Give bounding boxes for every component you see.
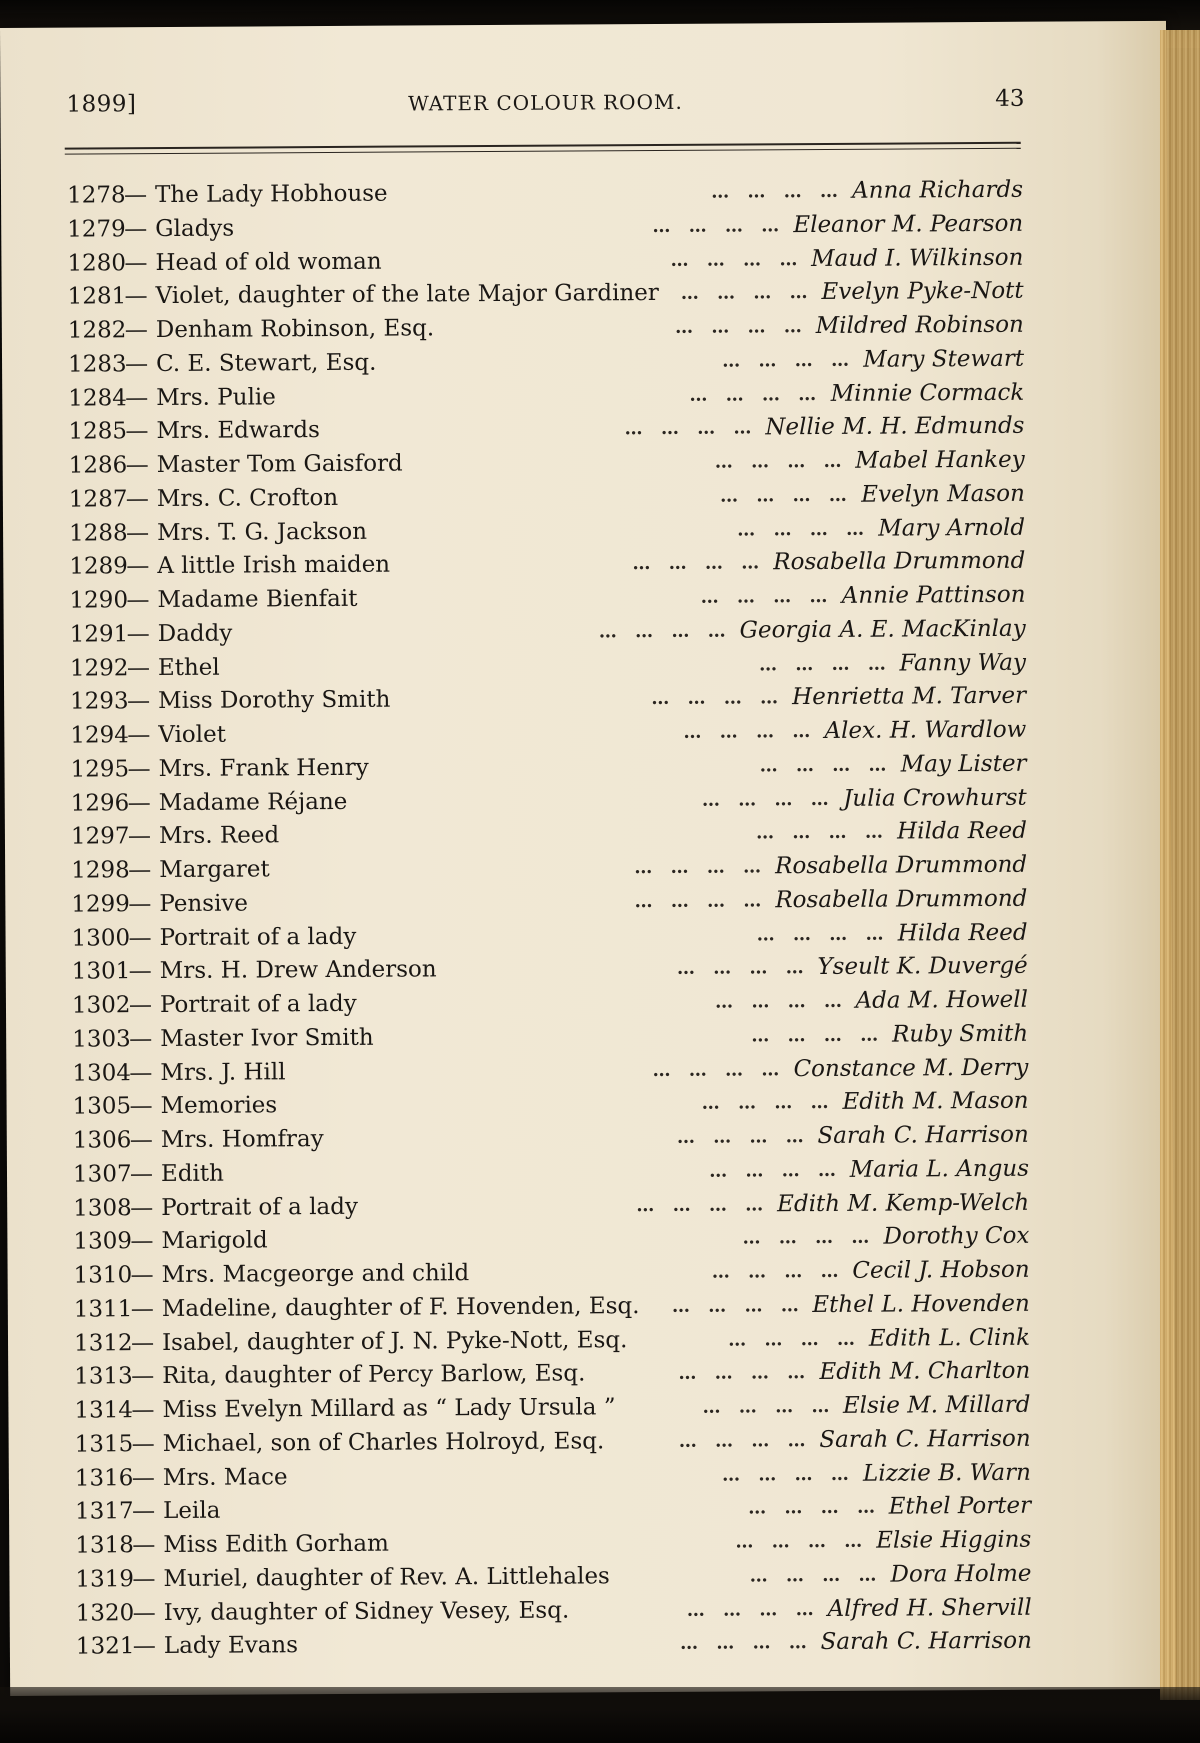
dot-leader: … … … … (676, 1126, 810, 1148)
entry-artist: Georgia A. E. MacKinlay (739, 615, 1026, 644)
dot-leader: … … … … (686, 1598, 820, 1621)
dot-leader: … … … … (634, 890, 768, 912)
entry-dash: — (129, 1025, 153, 1052)
entry-title: Ethel (157, 654, 220, 681)
entry-artist: Yseult K. Duvergé (817, 952, 1028, 981)
entry-artist: Mary Arnold (878, 514, 1026, 542)
entry-title: Mrs. Macgeorge and child (161, 1260, 470, 1289)
dot-leader: … … … … (624, 417, 758, 440)
dot-leader: … … … … (652, 1058, 786, 1081)
dot-leader: … … … … (676, 957, 810, 980)
dot-leader: … … … … (722, 349, 856, 372)
entry-dash: — (128, 890, 152, 917)
entry-artist: Dora Holme (890, 1560, 1032, 1588)
entry-title: Mrs. T. G. Jackson (157, 518, 368, 546)
entry-title: Denham Robinson, Esq. (155, 315, 435, 344)
entry-title: Mrs. Mace (162, 1463, 288, 1491)
entry-dash: — (131, 1464, 155, 1491)
dot-leader: … … … … (678, 1429, 812, 1452)
catalogue-page (0, 21, 1176, 1696)
dot-leader: … … … … (749, 1564, 883, 1587)
entry-artist: Alex. H. Wardlow (824, 716, 1027, 744)
entry-title: Mrs. Reed (158, 822, 280, 850)
entry-title: Gladys (155, 215, 235, 242)
catalogue-entry (76, 1625, 1032, 1665)
entry-dash: — (132, 1633, 156, 1660)
entry-artist: Maud I. Wilkinson (811, 244, 1024, 272)
entry-dash: — (123, 182, 148, 209)
entry-dash: — (129, 1093, 153, 1120)
entry-dash: — (127, 755, 151, 782)
dot-leader: … … … … (711, 180, 845, 203)
entry-title: Portrait of a lady (159, 990, 357, 1019)
entry-artist: Elsie M. Millard (842, 1391, 1031, 1419)
dot-leader: … … … … (674, 316, 808, 338)
entry-title: Memories (160, 1092, 278, 1120)
entry-artist: Ethel L. Hovenden (812, 1290, 1030, 1318)
entry-dash: — (126, 587, 150, 614)
entry-artist: Rosabella Drummond (775, 885, 1028, 914)
entry-number: 1297 (70, 823, 130, 850)
entry-artist: Minnie Cormack (830, 379, 1025, 407)
entry-title: Miss Edith Gorham (163, 1530, 389, 1559)
entry-number: 1280 (67, 249, 127, 277)
entry-dash: — (124, 215, 148, 242)
entry-title: Miss Dorothy Smith (158, 686, 391, 715)
entry-artist: Elsie Higgins (876, 1526, 1032, 1554)
entry-artist: Ada M. Howell (855, 986, 1029, 1014)
entry-number: 1314 (74, 1397, 134, 1424)
entry-number: 1293 (70, 688, 129, 715)
entry-title: Edith (160, 1160, 225, 1187)
entry-dash: — (125, 384, 149, 411)
dot-leader: … … … … (728, 1328, 862, 1351)
entry-number: 1306 (72, 1127, 132, 1154)
dot-leader: … … … … (634, 856, 768, 879)
entry-number: 1279 (67, 215, 126, 243)
entry-artist: Rosabella Drummond (775, 851, 1028, 880)
entry-title: Margaret (159, 856, 270, 884)
entry-number: 1288 (69, 519, 128, 547)
dot-leader: … … … … (759, 754, 893, 777)
entry-title: Violet, daughter of the late Major Gardiner (155, 280, 659, 310)
entry-artist: Mary Stewart (863, 345, 1025, 373)
entry-artist: Sarah C. Harrison (819, 1425, 1031, 1453)
entry-dash: — (129, 1160, 154, 1187)
entry-dash: — (130, 1262, 154, 1289)
entry-dash: — (129, 1059, 153, 1086)
entry-number: 1296 (70, 789, 130, 817)
entry-title: Daddy (157, 620, 233, 647)
catalogue-entries (67, 174, 1032, 1665)
entry-title: Head of old woman (155, 248, 382, 276)
entry-number: 1292 (69, 654, 129, 682)
dot-leader: … … … … (759, 653, 892, 675)
entry-number: 1285 (68, 418, 128, 445)
entry-artist: Hilda Reed (897, 817, 1028, 845)
entry-title: Portrait of a lady (161, 1193, 359, 1221)
dot-leader: … … … … (751, 1024, 885, 1047)
dot-leader: … … … … (709, 1159, 843, 1182)
dot-leader: … … … … (598, 620, 732, 643)
entry-number: 1318 (75, 1532, 134, 1559)
page-edge (1160, 30, 1200, 1700)
entry-number: 1310 (73, 1262, 133, 1289)
entry-number: 1312 (73, 1329, 133, 1357)
dot-leader: … … … … (636, 1193, 770, 1216)
entry-title: C. E. Stewart, Esq. (155, 349, 377, 377)
entry-dash: — (128, 992, 153, 1019)
entry-artist: Henrietta M. Tarver (792, 682, 1027, 711)
entry-number: 1321 (75, 1633, 135, 1660)
dot-leader: … … … … (756, 821, 889, 844)
dot-leader: … … … … (715, 990, 849, 1013)
dot-leader: … … … … (711, 1260, 845, 1283)
entry-number: 1294 (70, 722, 129, 749)
entry-artist: Edith M. Mason (842, 1087, 1029, 1116)
entry-number: 1304 (72, 1059, 132, 1087)
dot-leader: … … … … (735, 1530, 869, 1553)
entry-number: 1290 (69, 587, 129, 614)
entry-artist: Eleanor M. Pearson (793, 210, 1024, 238)
entry-title: Mrs. Edwards (156, 417, 320, 445)
entry-dash: — (127, 688, 151, 715)
entry-title: Ivy, daughter of Sidney Vesey, Esq. (163, 1597, 570, 1626)
dot-leader: … … … … (680, 1632, 813, 1655)
entry-title: Isabel, daughter of J. N. Pyke-Nott, Esq. (161, 1326, 628, 1356)
entry-artist: Fanny Way (899, 649, 1026, 677)
entry-dash: — (128, 924, 152, 951)
entry-number: 1291 (69, 620, 129, 648)
entry-dash: — (132, 1599, 156, 1626)
entry-number: 1287 (68, 485, 128, 513)
entry-dash: — (131, 1430, 155, 1457)
bottom-shadow (0, 1687, 1200, 1743)
entry-number: 1300 (71, 924, 131, 952)
entry-title: Violet (158, 721, 227, 749)
entry-title: The Lady Hobhouse (154, 180, 388, 209)
dot-leader: … … … … (719, 484, 853, 507)
entry-dash: — (131, 1498, 156, 1525)
entry-artist: Annie Pattinson (841, 581, 1026, 609)
entry-artist: Evelyn Mason (861, 480, 1025, 508)
entry-number: 1319 (75, 1565, 135, 1593)
entry-title: Muriel, daughter of Rev. A. Littlehales (163, 1563, 610, 1592)
entry-dash: — (132, 1565, 156, 1592)
entry-number: 1302 (71, 992, 131, 1019)
entry-title: Leila (162, 1497, 221, 1525)
entry-dash: — (127, 823, 152, 850)
entry-dash: — (125, 418, 149, 445)
entry-number: 1282 (67, 317, 127, 344)
entry-artist: Edith M. Charlton (819, 1357, 1031, 1386)
entry-number: 1299 (71, 890, 130, 918)
entry-artist: Evelyn Pyke-Nott (821, 278, 1024, 306)
entry-artist: Edith L. Clink (868, 1324, 1031, 1352)
entry-title: Michael, son of Charles Holroyd, Esq. (162, 1428, 605, 1457)
dot-leader: … … … … (632, 552, 766, 575)
entry-number: 1308 (73, 1194, 132, 1222)
entry-number: 1320 (75, 1599, 135, 1627)
entry-dash: — (125, 452, 149, 479)
dot-leader: … … … … (652, 214, 786, 237)
entry-number: 1281 (67, 283, 127, 310)
entry-title: Mrs. Frank Henry (158, 754, 369, 782)
entry-title: Madame Réjane (158, 788, 348, 816)
entry-title: Mrs. H. Drew Anderson (159, 956, 437, 985)
entry-dash: — (124, 317, 148, 344)
entry-dash: — (124, 283, 148, 310)
dot-leader: … … … … (701, 1092, 835, 1114)
entry-artist: Cecil J. Hobson (852, 1256, 1030, 1284)
entry-title: Marigold (161, 1227, 268, 1255)
entry-dash: — (126, 654, 150, 681)
entry-number: 1305 (72, 1093, 132, 1120)
entry-number: 1309 (73, 1228, 133, 1255)
header-rule-thin (65, 148, 1021, 155)
dot-leader: … … … … (670, 248, 804, 271)
entry-number: 1286 (68, 452, 128, 479)
entry-artist: Dorothy Cox (883, 1222, 1030, 1250)
entry-dash: — (130, 1228, 154, 1255)
entry-dash: — (132, 1532, 156, 1559)
entry-dash: — (125, 485, 149, 512)
entry-number: 1284 (68, 384, 127, 412)
entry-title: A little Irish maiden (157, 551, 391, 580)
entry-dash: — (130, 1194, 154, 1221)
dot-leader: … … … … (714, 450, 848, 473)
entry-artist: Ruby Smith (891, 1020, 1029, 1048)
dot-leader: … … … … (756, 923, 890, 945)
entry-artist: Rosabella Drummond (773, 547, 1026, 576)
entry-dash: — (127, 789, 151, 816)
dot-leader: … … … … (748, 1496, 882, 1519)
entry-title: Portrait of a lady (159, 923, 357, 951)
entry-dash: — (129, 1127, 153, 1154)
entry-dash: — (126, 620, 150, 647)
entry-number: 1311 (73, 1295, 133, 1323)
entry-title: Master Tom Gaisford (156, 450, 403, 479)
entry-title: Rita, daughter of Percy Barlow, Esq. (162, 1360, 586, 1390)
entry-artist: Sarah C. Harrison (820, 1627, 1032, 1656)
entry-dash: — (131, 1363, 155, 1390)
page-number: 43 (995, 85, 1025, 112)
dot-leader: … … … … (702, 1395, 836, 1418)
entry-title: Mrs. J. Hill (160, 1058, 286, 1086)
entry-title: Mrs. Homfray (160, 1126, 324, 1154)
entry-artist: Mildred Robinson (815, 311, 1024, 340)
entry-dash: — (126, 553, 150, 580)
entry-title: Master Ivor Smith (160, 1024, 374, 1052)
entry-number: 1301 (71, 958, 131, 985)
entry-artist: Sarah C. Harrison (817, 1121, 1029, 1150)
dot-leader: … … … … (742, 1226, 876, 1249)
entry-dash: — (128, 857, 152, 884)
entry-artist: Lizzie B. Warn (862, 1459, 1031, 1487)
entry-title: Madame Bienfait (157, 585, 358, 614)
entry-number: 1283 (67, 350, 127, 378)
entry-number: 1313 (74, 1363, 133, 1390)
entry-title: Madeline, daughter of F. Hovenden, Esq. (161, 1292, 640, 1322)
entry-number: 1289 (69, 553, 128, 580)
entry-title: Mrs. Pulie (156, 383, 276, 411)
entry-title: Pensive (159, 890, 249, 917)
entry-number: 1317 (74, 1498, 134, 1525)
entry-dash: — (130, 1295, 154, 1322)
entry-dash: — (127, 722, 151, 749)
entry-number: 1278 (66, 182, 126, 209)
entry-dash: — (128, 958, 152, 985)
entry-artist: Ethel Porter (888, 1492, 1032, 1520)
entry-number: 1295 (70, 755, 130, 783)
dot-leader: … … … … (700, 585, 834, 608)
entry-title: Mrs. C. Crofton (156, 484, 339, 512)
dot-leader: … … … … (737, 518, 871, 541)
entry-dash: — (126, 519, 150, 546)
entry-dash: — (130, 1329, 155, 1356)
dot-leader: … … … … (651, 687, 785, 710)
running-header (66, 86, 1024, 132)
dot-leader: … … … … (701, 788, 835, 811)
entry-artist: Mabel Hankey (855, 446, 1025, 474)
entry-dash: — (124, 350, 149, 377)
entry-title: Miss Evelyn Millard as “ Lady Ursula ” (162, 1394, 616, 1424)
entry-number: 1316 (74, 1464, 134, 1492)
dot-leader: … … … … (721, 1463, 855, 1486)
entry-dash: — (124, 249, 148, 276)
entry-artist: Anna Richards (852, 176, 1024, 204)
entry-artist: Nellie M. H. Edmunds (765, 412, 1025, 441)
entry-artist: Alfred H. Shervill (827, 1594, 1032, 1622)
entry-artist: Julia Crowhurst (843, 784, 1027, 812)
entry-artist: Maria L. Angus (849, 1155, 1030, 1183)
entry-title: Lady Evans (163, 1632, 299, 1660)
entry-number: 1298 (71, 857, 130, 884)
header-section-title: WATER COLOUR ROOM. (408, 89, 683, 116)
entry-number: 1307 (72, 1160, 132, 1188)
dot-leader: … … … … (678, 1362, 812, 1385)
dot-leader: … … … … (680, 282, 814, 305)
entry-number: 1303 (72, 1025, 131, 1053)
header-year: 1899] (66, 91, 137, 118)
dot-leader: … … … … (671, 1294, 805, 1317)
entry-artist: Constance M. Derry (793, 1054, 1029, 1082)
dot-leader: … … … … (689, 383, 823, 406)
entry-dash: — (131, 1397, 155, 1424)
entry-number: 1315 (74, 1430, 134, 1458)
entry-artist: May Lister (900, 750, 1027, 778)
entry-artist: Hilda Reed (897, 919, 1028, 947)
entry-artist: Edith M. Kemp-Welch (777, 1189, 1030, 1217)
dot-leader: … … … … (683, 721, 817, 743)
